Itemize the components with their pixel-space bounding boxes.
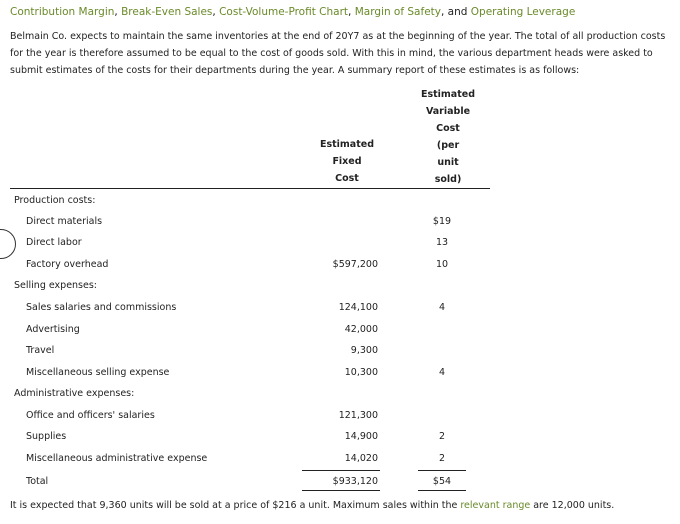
fixed-total-rule-top (302, 470, 380, 471)
variable-cost-cell: $54 (432, 476, 452, 487)
header-line: Variable (425, 106, 471, 117)
closing-paragraph (10, 500, 614, 511)
fixed-cost-cell: 10,300 (344, 367, 378, 378)
variable-cost-cell: 4 (438, 302, 446, 313)
breadcrumb-separator: , and (440, 6, 471, 18)
header-line: sold) (434, 174, 462, 185)
row-label: Direct materials (26, 216, 103, 227)
breadcrumb-link-cvp-chart[interactable]: Cost-Volume-Profit Chart (219, 6, 349, 18)
header-line: Cost (436, 123, 460, 134)
breadcrumb-link-contribution-margin[interactable]: Contribution Margin (10, 6, 115, 18)
fixed-cost-cell: 14,020 (344, 453, 378, 464)
fixed-total-rule-bottom (302, 490, 380, 491)
row-label: Travel (26, 345, 55, 356)
row-label: Advertising (26, 324, 80, 335)
closing-text: are 12,000 units. (530, 500, 615, 511)
fixed-cost-cell: 9,300 (350, 345, 378, 356)
fixed-cost-header (304, 136, 390, 187)
variable-cost-cell: 2 (438, 453, 446, 464)
relevant-range-link[interactable]: relevant range (460, 500, 531, 511)
fixed-cost-cell: 121,300 (338, 410, 378, 421)
radio-indicator (0, 229, 16, 259)
header-line: Estimated (420, 89, 476, 100)
row-label: Miscellaneous selling expense (26, 367, 170, 378)
breadcrumb-link-margin-of-safety[interactable]: Margin of Safety (354, 6, 441, 18)
breadcrumb-separator: , (114, 6, 122, 18)
header-line: Estimated (319, 139, 375, 150)
fixed-cost-cell: 42,000 (344, 324, 378, 335)
row-label: Administrative expenses: (14, 388, 135, 399)
intro-paragraph: Belmain Co. expects to maintain the same inventories at the end of 20Y7 as at the beginning of the year. The total of all production costs for the year is therefore assumed to be equal to the cost of goods sold. With this in mind, the various department heads were asked to submit estimates of the costs for their departments during the year. A summary report of these estimates is as follows: (10, 31, 666, 76)
variable-cost-cell: 13 (435, 237, 449, 248)
header-line: (per (436, 140, 460, 151)
breadcrumb (10, 6, 575, 18)
row-label: Miscellaneous administrative expense (26, 453, 208, 464)
header-line: Fixed (332, 156, 362, 167)
variable-cost-header (412, 86, 484, 188)
row-label: Supplies (26, 431, 67, 442)
closing-text: It is expected that 9,360 units will be sold at a price of $216 a unit. Maximum sales within the (10, 500, 461, 511)
header-line: unit (437, 157, 459, 168)
variable-cost-cell: 10 (435, 259, 449, 270)
variable-total-rule-bottom (418, 490, 466, 491)
row-label: Selling expenses: (14, 280, 98, 291)
row-label: Sales salaries and commissions (26, 302, 177, 313)
variable-cost-cell: 2 (438, 431, 446, 442)
fixed-cost-cell: $597,200 (332, 259, 378, 270)
row-label: Office and officers' salaries (26, 410, 155, 421)
fixed-cost-cell: $933,120 (332, 476, 378, 487)
variable-cost-cell: $19 (432, 216, 452, 227)
fixed-cost-cell: 14,900 (344, 431, 378, 442)
row-label: Total (26, 476, 49, 487)
breadcrumb-link-break-even-sales[interactable]: Break-Even Sales (121, 6, 213, 18)
header-rule (10, 188, 490, 189)
row-label: Factory overhead (26, 259, 109, 270)
row-label: Direct labor (26, 237, 82, 248)
fixed-cost-cell: 124,100 (338, 302, 378, 313)
breadcrumb-separator: , (212, 6, 220, 18)
variable-total-rule-top (418, 470, 466, 471)
breadcrumb-separator: , (348, 6, 355, 18)
breadcrumb-link-operating-leverage[interactable]: Operating Leverage (470, 6, 576, 18)
variable-cost-cell: 4 (438, 367, 446, 378)
row-label: Production costs: (14, 195, 96, 206)
header-line: Cost (335, 173, 359, 184)
